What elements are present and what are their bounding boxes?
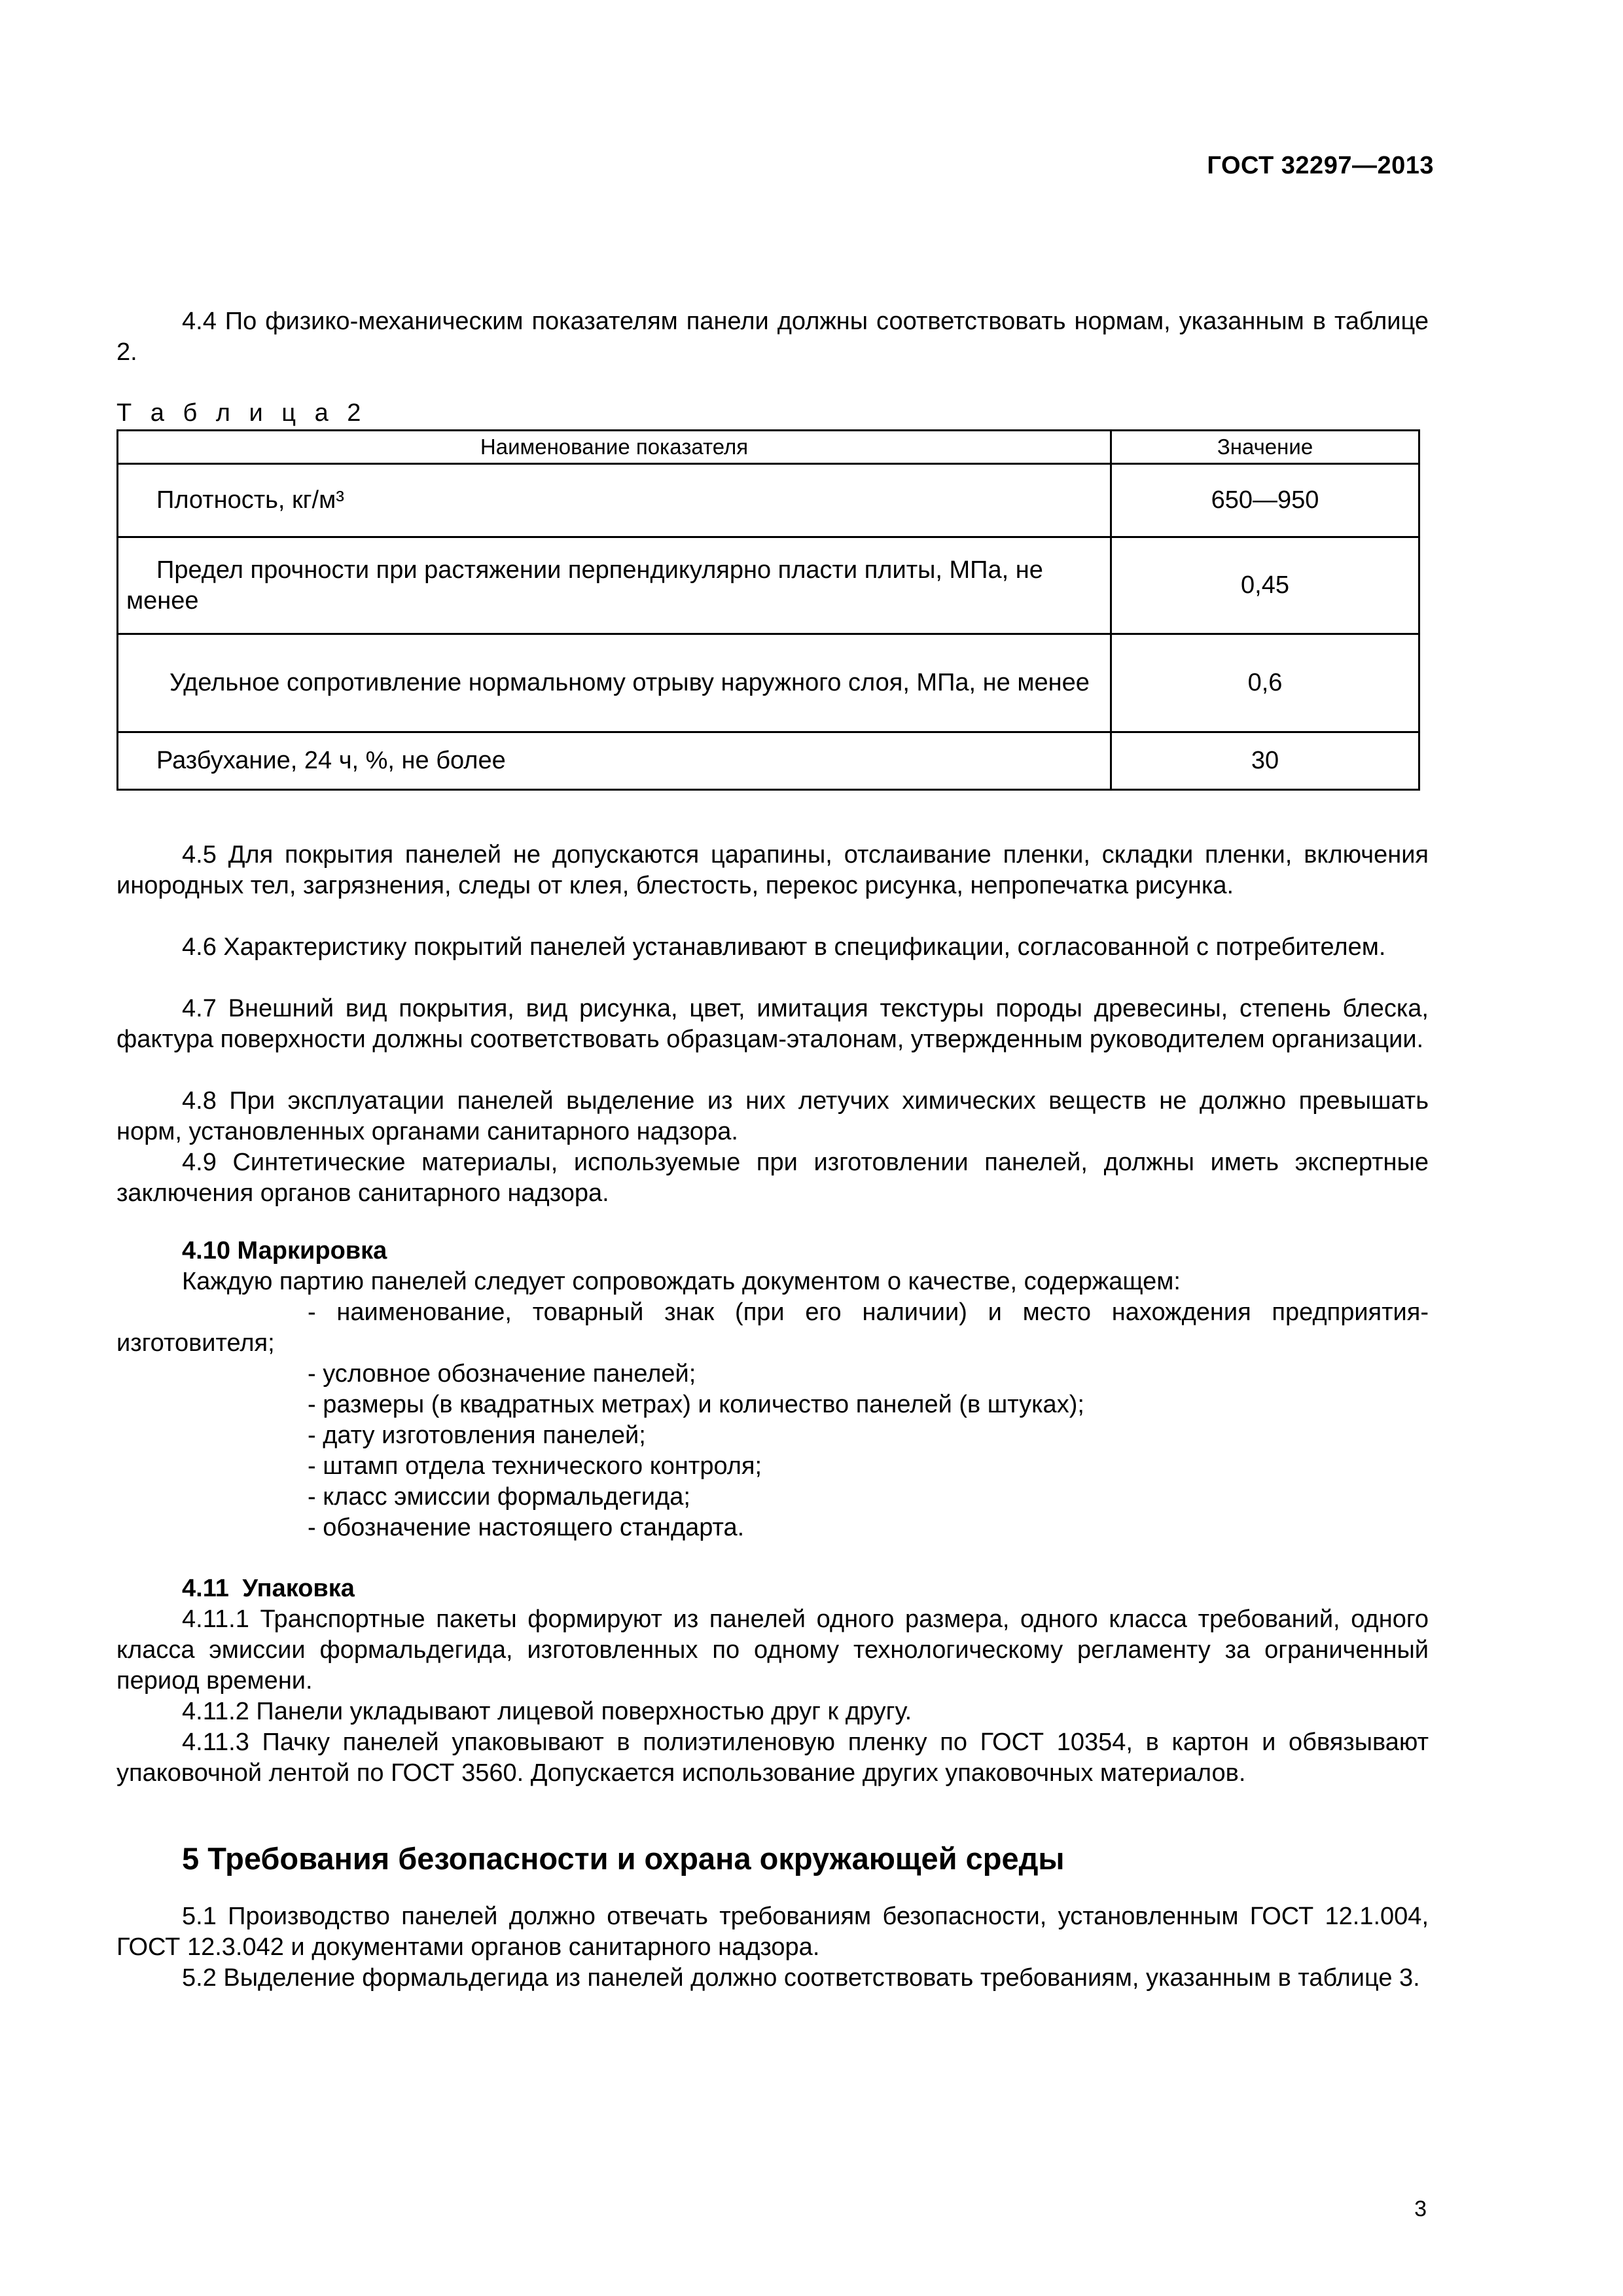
- table-cell-name: [118, 634, 1111, 732]
- marking-item: - наименование, товарный знак (при его наличии) и место нахождения предприятия-: [308, 1299, 1429, 1326]
- table-cell-value: 0,45: [1111, 537, 1419, 634]
- section-4-10-intro: Каждую партию панелей следует сопровождать документом о качестве, содержащем:: [182, 1268, 1181, 1295]
- marking-item-continuation: изготовителя;: [116, 1329, 275, 1357]
- table-row: [118, 732, 1419, 790]
- marking-item: - штамп отдела технического контроля;: [308, 1452, 762, 1480]
- table-cell-name: [118, 537, 1111, 634]
- paragraph-4-7: [116, 994, 1429, 1055]
- paragraph-4-11-1-text: 4.11.1 Транспортные пакеты формируют из панелей одного размера, одного класса требований, одного класса эмиссии формальдегида, изготовленных по одному технологическому регламенту за ограниченный период времени.: [116, 1605, 1429, 1695]
- table-cell-name-text: Предел прочности при растяжении перпендикулярно пласти плиты, МПа, не менее: [126, 556, 1043, 615]
- paragraph-4-11-2-text: 4.11.2 Панели укладывают лицевой поверхностью друг к другу.: [182, 1698, 912, 1725]
- marking-item: - условное обозначение панелей;: [308, 1360, 696, 1388]
- paragraph-4-6: [116, 932, 1429, 963]
- marking-list: [308, 1359, 1084, 1543]
- paragraph-4-11-3-text: 4.11.3 Пачку панелей упаковывают в полиэтиленовую пленку по ГОСТ 10354, в картон и обвязывают упаковочной лентой по ГОСТ 3560. Допускается использование других упаковочных материалов.: [116, 1729, 1429, 1787]
- marking-item: - обозначение настоящего стандарта.: [308, 1514, 745, 1541]
- marking-item: - дату изготовления панелей;: [308, 1422, 646, 1449]
- paragraph-5-2: [116, 1963, 1429, 1994]
- table-cell-value: 650—950: [1111, 464, 1419, 537]
- paragraph-4-7-text: 4.7 Внешний вид покрытия, вид рисунка, цвет, имитация текстуры породы древесины, степень блеска, фактура поверхности должны соответствовать образцам-эталонам, утвержденным руководителем организации.: [116, 995, 1429, 1053]
- table-cell-name: Разбухание, 24 ч, %, не более: [118, 732, 1111, 790]
- paragraph-4-8: [116, 1086, 1429, 1147]
- paragraph-5-1-text: 5.1 Производство панелей должно отвечать требованиям безопасности, установленным ГОСТ 12.1.004, ГОСТ 12.3.042 и документами органов санитарного надзора.: [116, 1903, 1429, 1961]
- paragraph-5-1: [116, 1901, 1429, 1963]
- table-cell-name: Плотность, кг/м³: [118, 464, 1111, 537]
- section-5-title: 5 Требования безопасности и охрана окружающей среды: [182, 1841, 1065, 1876]
- table-2-caption: Т а б л и ц а 2: [116, 399, 367, 427]
- paragraph-4-5-text: 4.5 Для покрытия панелей не допускаются царапины, отслаивание пленки, складки пленки, включения инородных тел, загрязнения, следы от клея, блестость, перекос рисунка, непропечатка рисунка.: [116, 841, 1429, 899]
- section-4-10-title: 4.10 Маркировка: [182, 1237, 387, 1265]
- document-header-id: ГОСТ 32297—2013: [1207, 152, 1434, 179]
- page-number: 3: [1414, 2197, 1427, 2221]
- paragraph-4-11-1: [116, 1604, 1429, 1696]
- table-row: [118, 634, 1419, 732]
- paragraph-4-9: [116, 1147, 1429, 1209]
- table-row: [118, 464, 1419, 537]
- marking-item: - размеры (в квадратных метрах) и количество панелей (в штуках);: [308, 1391, 1084, 1418]
- column-header-name: Наименование показателя: [118, 431, 1111, 464]
- paragraph-4-8-text: 4.8 При эксплуатации панелей выделение из них летучих химических веществ не должно превышать норм, установленных органами санитарного надзора.: [116, 1087, 1429, 1145]
- section-4-11-title: 4.11 Упаковка: [182, 1575, 355, 1602]
- table-header-row: [118, 431, 1419, 464]
- paragraph-4-11-3: [116, 1727, 1429, 1789]
- paragraph-4-5: [116, 840, 1429, 901]
- paragraph-4-6-text: 4.6 Характеристику покрытий панелей устанавливают в спецификации, согласованной с потребителем.: [182, 933, 1386, 961]
- paragraph-4-4: [116, 306, 1429, 368]
- marking-item: - класс эмиссии формальдегида;: [308, 1483, 690, 1511]
- table-cell-value: 0,6: [1111, 634, 1419, 732]
- table-row: [118, 537, 1419, 634]
- paragraph-5-2-text: 5.2 Выделение формальдегида из панелей должно соответствовать требованиям, указанным в таблице 3.: [182, 1964, 1420, 1992]
- table-cell-value: 30: [1111, 732, 1419, 790]
- paragraph-4-11-2: [116, 1696, 1429, 1727]
- table-cell-name-text: Удельное сопротивление нормальному отрыву наружного слоя, МПа, не менее: [169, 669, 1090, 696]
- paragraph-4-9-text: 4.9 Синтетические материалы, используемые при изготовлении панелей, должны иметь экспертные заключения органов санитарного надзора.: [116, 1149, 1429, 1207]
- paragraph-4-4-text: 4.4 По физико-механическим показателям панели должны соответствовать нормам, указанным в таблице 2.: [116, 308, 1429, 366]
- column-header-value: Значение: [1111, 431, 1419, 464]
- table-2: [116, 429, 1420, 791]
